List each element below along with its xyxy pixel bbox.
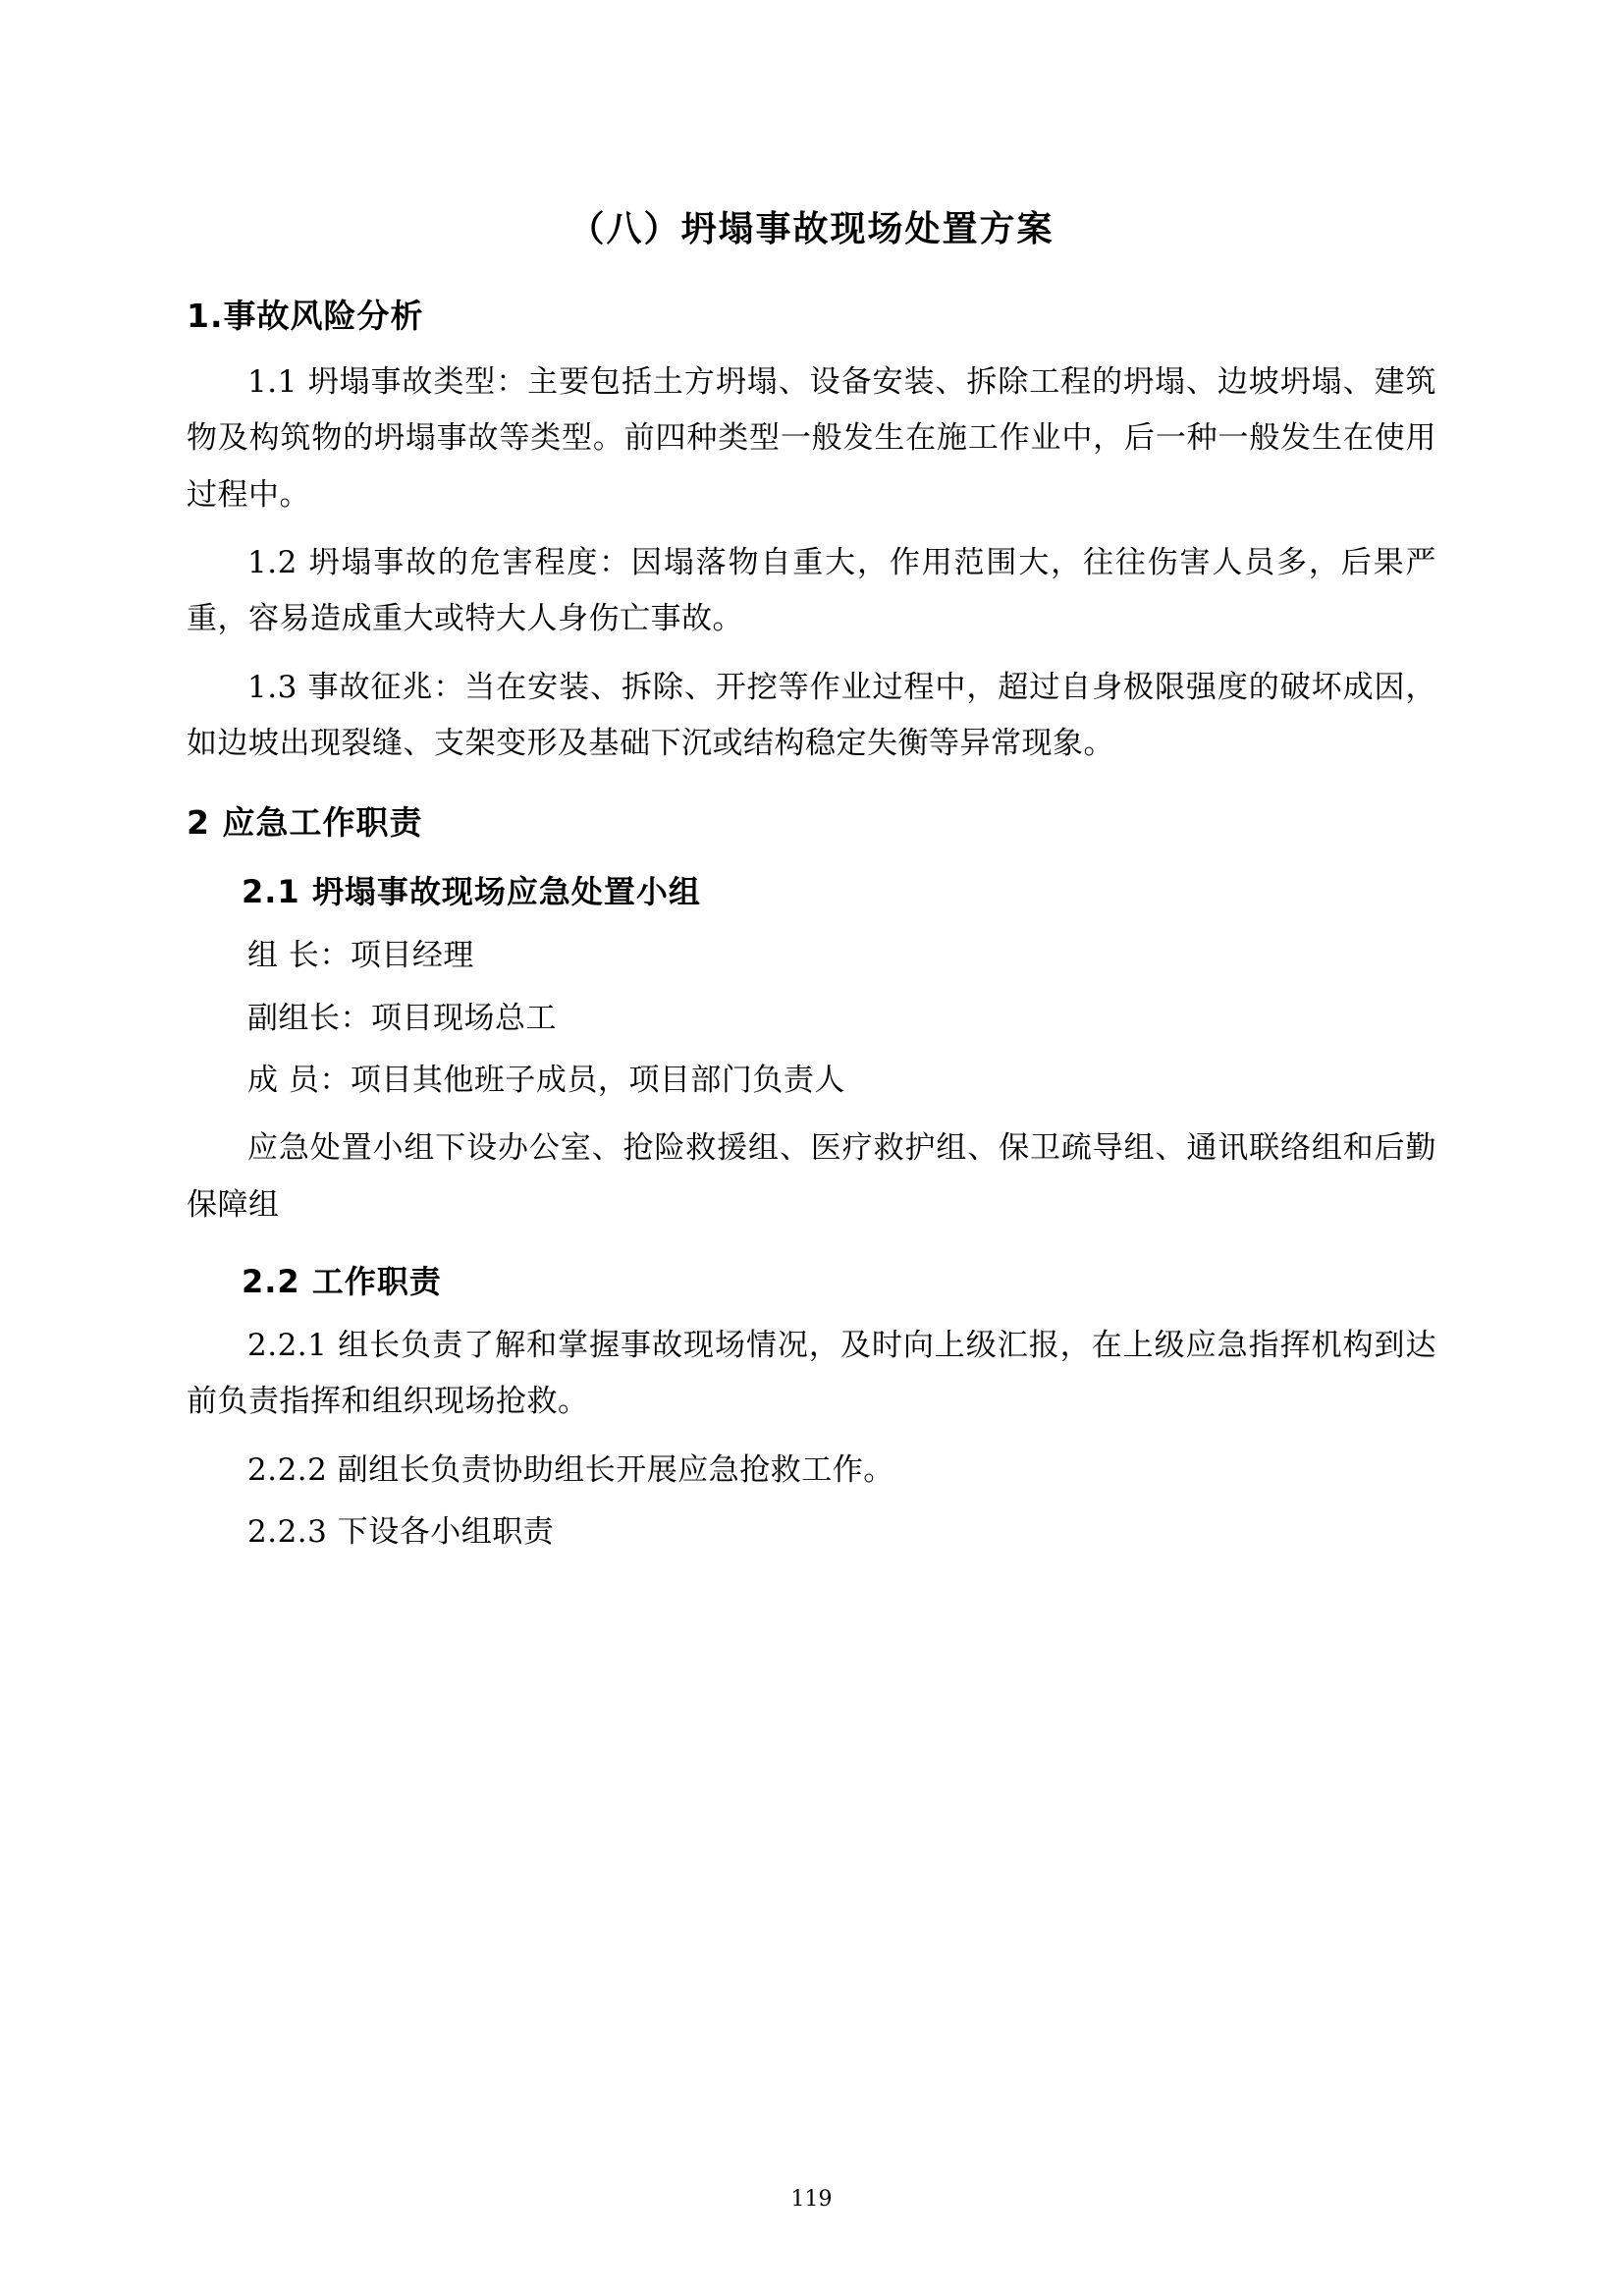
paragraph-2-2-2: 2.2.2 副组长负责协助组长开展应急抢救工作。 [247, 1451, 894, 1488]
paragraph-2-2-1: 2.2.1 组长负责了解和掌握事故现场情况，及时向上级汇报，在上级应急指挥机构到达前负责指挥和组织现场抢救。 [187, 1328, 1436, 1420]
paragraph-2-2-3: 2.2.3 下设各小组职责 [247, 1514, 555, 1551]
paragraph-deputy-leader: 副组长：项目现场总工 [247, 1000, 557, 1036]
page-number: 119 [790, 2187, 833, 2212]
paragraph-team-leader: 组 长：项目经理 [247, 938, 474, 974]
subsection-heading-2-1: 2.1 坍塌事故现场应急处置小组 [242, 873, 701, 911]
subsection-heading-2-2: 2.2 工作职责 [242, 1263, 442, 1301]
paragraph-1-2: 1.2 坍塌事故的危害程度：因塌落物自重大，作用范围大，往往伤害人员多，后果严重，容易造成重大或特大人身伤亡事故。 [187, 545, 1436, 637]
paragraph-1-3: 1.3 事故征兆：当在安装、拆除、开挖等作业过程中，超过自身极限强度的破坏成因，如边坡出现裂缝、支架变形及基础下沉或结构稳定失衡等异常现象。 [187, 669, 1436, 762]
page-title: （八）坍塌事故现场处置方案 [568, 209, 1055, 249]
paragraph-members: 成 员：项目其他班子成员，项目部门负责人 [247, 1063, 845, 1099]
paragraph-subgroups: 应急处置小组下设办公室、抢险救援组、医疗救护组、保卫疏导组、通讯联络组和后勤保障组 [187, 1130, 1436, 1223]
section-heading-2: 2 应急工作职责 [187, 803, 423, 843]
paragraph-1-1: 1.1 坍塌事故类型：主要包括土方坍塌、设备安装、拆除工程的坍塌、边坡坍塌、建筑物及构筑物的坍塌事故等类型。前四种类型一般发生在施工作业中，后一种一般发生在使用过程中。 [187, 364, 1436, 513]
section-heading-1: 1.事故风险分析 [187, 297, 424, 335]
